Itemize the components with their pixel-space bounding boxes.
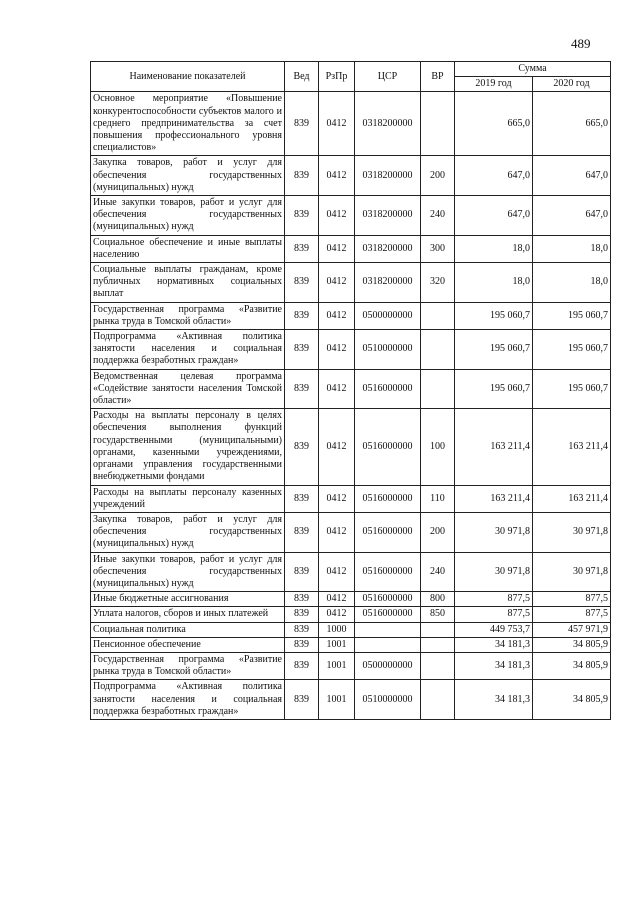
cell-csr: 0516000000 [355,592,421,607]
table-row [91,680,611,720]
cell-y2020: 18,0 [533,263,611,303]
cell-rzpr: 0412 [319,92,355,156]
cell-y2019: 877,5 [455,592,533,607]
cell-name: Ведомственная целевая программа «Содействие занятости населения Томской области» [91,369,285,409]
cell-y2019: 195 060,7 [455,369,533,409]
cell-name: Закупка товаров, работ и услуг для обеспечения государственных (муниципальных) нужд [91,512,285,552]
cell-ved: 839 [285,607,319,622]
header-sum: Сумма [455,62,611,77]
cell-ved: 839 [285,92,319,156]
cell-vr [421,330,455,370]
table-row [91,263,611,303]
cell-vr [421,622,455,637]
cell-y2019: 163 211,4 [455,485,533,512]
cell-name: Социальное обеспечение и иные выплаты населению [91,235,285,262]
cell-vr [421,652,455,679]
cell-rzpr: 1000 [319,622,355,637]
cell-rzpr: 0412 [319,409,355,485]
cell-ved: 839 [285,652,319,679]
cell-y2019: 449 753,7 [455,622,533,637]
cell-rzpr: 0412 [319,156,355,196]
cell-ved: 839 [285,485,319,512]
header-2019: 2019 год [455,77,533,92]
cell-vr: 800 [421,592,455,607]
header-vr: ВР [421,62,455,92]
cell-y2020: 647,0 [533,156,611,196]
cell-vr: 110 [421,485,455,512]
cell-rzpr: 0412 [319,592,355,607]
cell-y2020: 163 211,4 [533,409,611,485]
cell-vr: 240 [421,196,455,236]
cell-vr [421,302,455,329]
cell-csr: 0510000000 [355,330,421,370]
cell-vr [421,92,455,156]
cell-rzpr: 1001 [319,637,355,652]
cell-rzpr: 0412 [319,512,355,552]
cell-y2020: 877,5 [533,607,611,622]
cell-csr: 0516000000 [355,512,421,552]
cell-y2019: 34 181,3 [455,637,533,652]
table-row [91,92,611,156]
cell-ved: 839 [285,592,319,607]
cell-vr: 100 [421,409,455,485]
cell-name: Закупка товаров, работ и услуг для обеспечения государственных (муниципальных) нужд [91,156,285,196]
cell-csr: 0516000000 [355,369,421,409]
cell-y2019: 195 060,7 [455,302,533,329]
table-row [91,235,611,262]
cell-rzpr: 0412 [319,607,355,622]
cell-y2020: 647,0 [533,196,611,236]
cell-name: Уплата налогов, сборов и иных платежей [91,607,285,622]
table-row [91,652,611,679]
cell-csr [355,637,421,652]
header-ved: Вед [285,62,319,92]
table-body [91,92,611,720]
cell-name: Расходы на выплаты персоналу казенных учреждений [91,485,285,512]
cell-csr: 0318200000 [355,92,421,156]
cell-y2019: 877,5 [455,607,533,622]
cell-csr: 0516000000 [355,485,421,512]
cell-ved: 839 [285,552,319,592]
cell-y2020: 30 971,8 [533,512,611,552]
cell-csr: 0318200000 [355,263,421,303]
header-rzpr: РзПр [319,62,355,92]
budget-table [90,61,611,720]
header-2020: 2020 год [533,77,611,92]
page-number: 489 [571,36,591,51]
cell-ved: 839 [285,409,319,485]
cell-rzpr: 0412 [319,302,355,329]
cell-y2019: 647,0 [455,196,533,236]
cell-vr: 200 [421,156,455,196]
cell-rzpr: 1001 [319,652,355,679]
cell-csr: 0318200000 [355,156,421,196]
table-row [91,622,611,637]
table-row [91,512,611,552]
cell-rzpr: 0412 [319,196,355,236]
cell-csr: 0318200000 [355,235,421,262]
cell-y2020: 30 971,8 [533,552,611,592]
cell-y2020: 877,5 [533,592,611,607]
cell-y2019: 18,0 [455,235,533,262]
cell-y2020: 195 060,7 [533,330,611,370]
cell-name: Социальные выплаты гражданам, кроме публичных нормативных социальных выплат [91,263,285,303]
cell-vr [421,680,455,720]
table-row [91,409,611,485]
table-row [91,485,611,512]
cell-csr: 0500000000 [355,652,421,679]
cell-y2020: 195 060,7 [533,369,611,409]
cell-name: Государственная программа «Развитие рынка труда в Томской области» [91,652,285,679]
cell-csr: 0500000000 [355,302,421,329]
cell-ved: 839 [285,302,319,329]
cell-y2020: 34 805,9 [533,637,611,652]
cell-csr: 0516000000 [355,607,421,622]
cell-y2019: 30 971,8 [455,512,533,552]
cell-ved: 839 [285,637,319,652]
table-header [91,62,611,92]
cell-vr: 850 [421,607,455,622]
header-name: Наименование показателей [91,62,285,92]
cell-ved: 839 [285,235,319,262]
table-row [91,592,611,607]
cell-csr: 0318200000 [355,196,421,236]
cell-ved: 839 [285,156,319,196]
table-row [91,607,611,622]
cell-name: Социальная политика [91,622,285,637]
cell-ved: 839 [285,330,319,370]
cell-y2019: 30 971,8 [455,552,533,592]
table-row [91,302,611,329]
cell-ved: 839 [285,263,319,303]
table-row [91,552,611,592]
cell-rzpr: 0412 [319,552,355,592]
cell-rzpr: 0412 [319,235,355,262]
cell-rzpr: 0412 [319,485,355,512]
cell-vr: 300 [421,235,455,262]
cell-name: Подпрограмма «Активная политика занятости населения и социальная поддержка безработных граждан» [91,330,285,370]
cell-y2020: 163 211,4 [533,485,611,512]
table-row [91,156,611,196]
cell-y2020: 34 805,9 [533,680,611,720]
cell-csr: 0516000000 [355,552,421,592]
cell-ved: 839 [285,369,319,409]
cell-name: Иные закупки товаров, работ и услуг для обеспечения государственных (муниципальных) нужд [91,196,285,236]
cell-vr: 200 [421,512,455,552]
cell-y2020: 18,0 [533,235,611,262]
cell-y2019: 18,0 [455,263,533,303]
cell-y2019: 163 211,4 [455,409,533,485]
cell-csr: 0510000000 [355,680,421,720]
cell-ved: 839 [285,622,319,637]
cell-rzpr: 0412 [319,263,355,303]
cell-y2020: 195 060,7 [533,302,611,329]
header-csr: ЦСР [355,62,421,92]
cell-name: Пенсионное обеспечение [91,637,285,652]
cell-ved: 839 [285,680,319,720]
cell-ved: 839 [285,512,319,552]
cell-rzpr: 1001 [319,680,355,720]
cell-name: Иные закупки товаров, работ и услуг для обеспечения государственных (муниципальных) нужд [91,552,285,592]
cell-y2020: 665,0 [533,92,611,156]
cell-rzpr: 0412 [319,369,355,409]
cell-name: Основное мероприятие «Повышение конкурентоспособности субъектов малого и среднего предпринимательства за счет повышения профессионального уровня специалистов» [91,92,285,156]
cell-csr [355,622,421,637]
cell-y2020: 457 971,9 [533,622,611,637]
cell-y2019: 665,0 [455,92,533,156]
cell-vr [421,637,455,652]
table-row [91,196,611,236]
cell-name: Иные бюджетные ассигнования [91,592,285,607]
cell-y2020: 34 805,9 [533,652,611,679]
cell-name: Государственная программа «Развитие рынка труда в Томской области» [91,302,285,329]
cell-y2019: 34 181,3 [455,680,533,720]
cell-y2019: 647,0 [455,156,533,196]
cell-ved: 839 [285,196,319,236]
cell-vr: 320 [421,263,455,303]
cell-vr: 240 [421,552,455,592]
cell-name: Подпрограмма «Активная политика занятости населения и социальная поддержка безработных граждан» [91,680,285,720]
table-row [91,330,611,370]
cell-rzpr: 0412 [319,330,355,370]
cell-y2019: 34 181,3 [455,652,533,679]
cell-csr: 0516000000 [355,409,421,485]
table-row [91,637,611,652]
cell-name: Расходы на выплаты персоналу в целях обеспечения выполнения функций государственными (муниципальными) органами, казенными учреждениями, органами управления государственными внебюджетными фондами [91,409,285,485]
table-row [91,369,611,409]
cell-vr [421,369,455,409]
cell-y2019: 195 060,7 [455,330,533,370]
